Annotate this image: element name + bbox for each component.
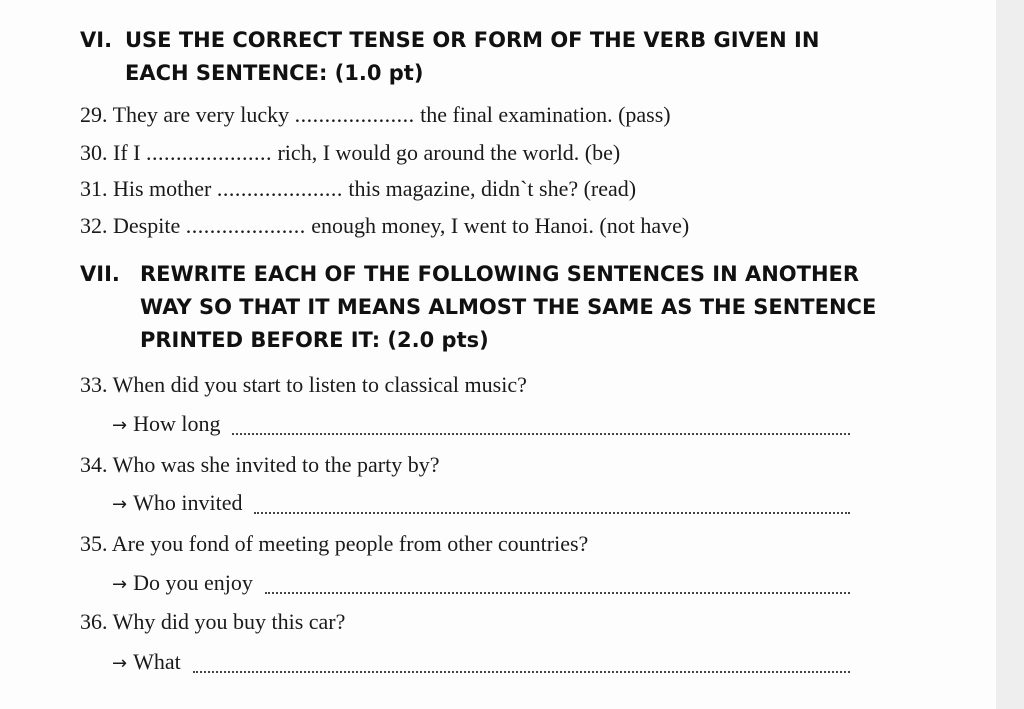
question-32-blank[interactable]: .................... [185, 213, 306, 238]
section-6-heading [80, 24, 819, 90]
question-34 [80, 452, 439, 478]
question-32-before: Despite [113, 213, 181, 238]
answer-33-prompt: How long [133, 411, 221, 436]
question-29-blank[interactable]: .................... [294, 102, 415, 127]
answer-35-prompt: Do you enjoy [133, 570, 253, 595]
question-30-number: 30. [80, 140, 108, 165]
answer-35-blank[interactable] [265, 576, 850, 594]
question-31-after: this magazine, didn`t she? (read) [348, 176, 637, 201]
answer-34 [112, 490, 850, 518]
question-36-text: Why did you buy this car? [112, 609, 346, 634]
answer-36 [112, 649, 850, 677]
question-30-blank[interactable]: ..................... [145, 140, 272, 165]
question-29-after: the final examination. (pass) [420, 102, 671, 127]
arrow-icon: → [112, 653, 128, 674]
question-29-before: They are very lucky [112, 102, 290, 127]
question-32-after: enough money, I went to Hanoi. (not have) [311, 213, 690, 238]
question-30 [80, 140, 620, 166]
question-36-number: 36. [80, 609, 108, 634]
answer-36-prompt: What [133, 649, 181, 674]
section-6-title-line2: EACH SENTENCE: (1.0 pt) [125, 61, 424, 85]
question-30-after: rich, I would go around the world. (be) [277, 140, 621, 165]
question-33-number: 33. [80, 372, 108, 397]
section-6-title-line1: USE THE CORRECT TENSE OR FORM OF THE VERB GIVEN IN [125, 28, 820, 52]
question-32 [80, 213, 689, 239]
answer-33 [112, 411, 850, 439]
arrow-icon: → [112, 415, 128, 436]
question-34-text: Who was she invited to the party by? [112, 452, 440, 477]
question-31-blank[interactable]: ..................... [216, 176, 343, 201]
question-33 [80, 372, 527, 398]
question-31-before: His mother [113, 176, 212, 201]
question-35 [80, 531, 588, 557]
arrow-icon: → [112, 494, 128, 515]
question-36 [80, 609, 345, 635]
question-30-before: If I [113, 140, 141, 165]
page-edge [996, 0, 1024, 709]
answer-34-prompt: Who invited [133, 490, 243, 515]
question-31-number: 31. [80, 176, 108, 201]
question-32-number: 32. [80, 213, 108, 238]
section-7-number: VII. [80, 262, 120, 286]
answer-33-blank[interactable] [232, 417, 850, 435]
arrow-icon: → [112, 574, 128, 595]
question-33-text: When did you start to listen to classical music? [112, 372, 527, 397]
question-29-number: 29. [80, 102, 108, 127]
answer-36-blank[interactable] [193, 655, 850, 673]
question-35-text: Are you fond of meeting people from other countries? [111, 531, 589, 556]
question-34-number: 34. [80, 452, 108, 477]
answer-35 [112, 570, 850, 598]
section-7-heading [80, 258, 876, 357]
section-7-title-line2: WAY SO THAT IT MEANS ALMOST THE SAME AS THE SENTENCE [140, 295, 877, 319]
section-7-title-line3: PRINTED BEFORE IT: (2.0 pts) [140, 328, 489, 352]
section-7-title-line1: REWRITE EACH OF THE FOLLOWING SENTENCES IN ANOTHER [140, 262, 860, 286]
answer-34-blank[interactable] [254, 496, 850, 514]
question-31 [80, 176, 636, 202]
question-29 [80, 102, 671, 128]
question-35-number: 35. [80, 531, 108, 556]
section-6-number: VI. [80, 28, 113, 52]
